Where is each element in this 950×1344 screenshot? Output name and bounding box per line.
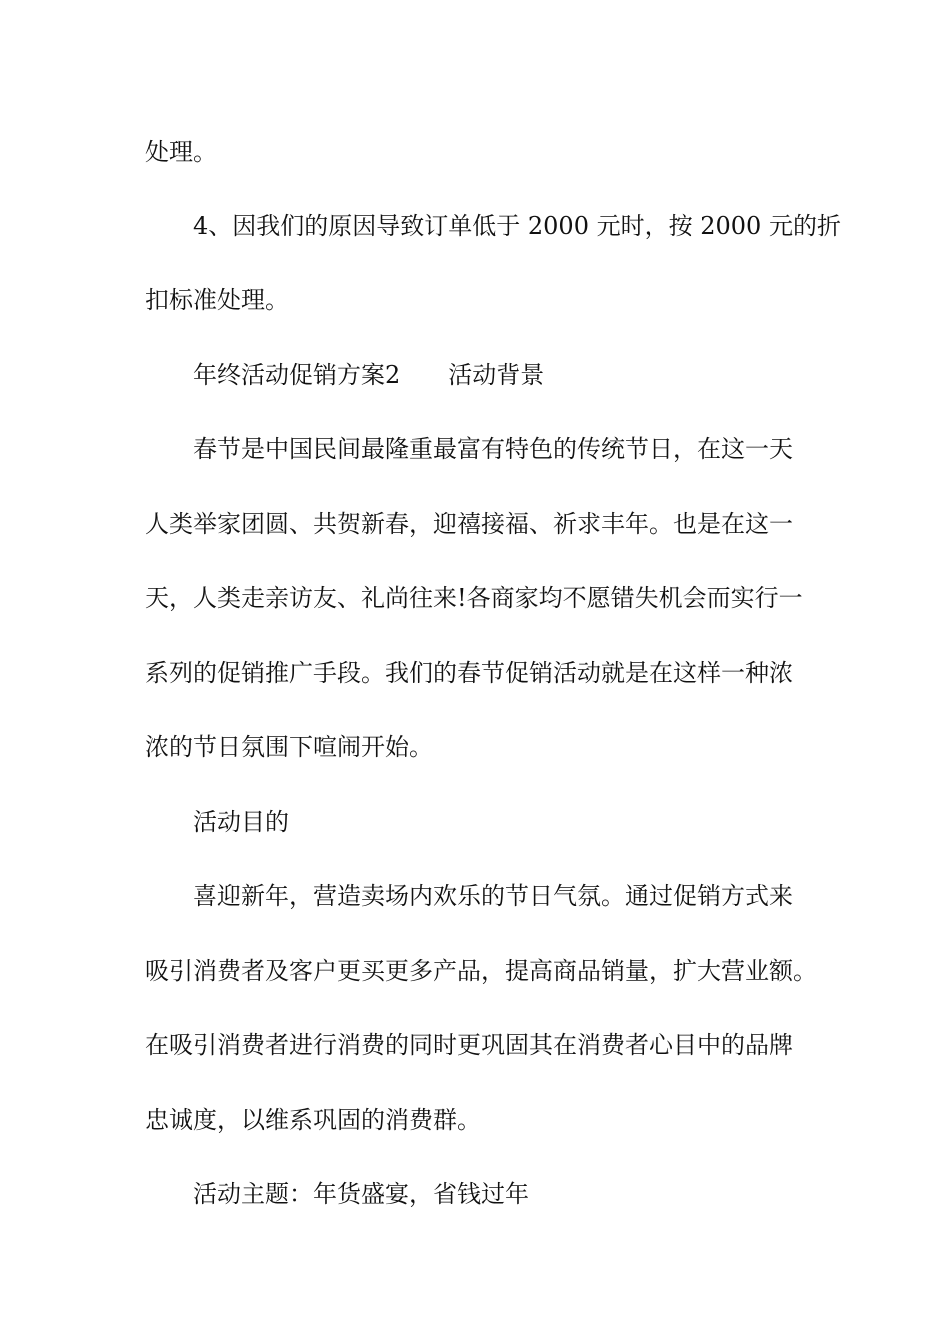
paragraph-line: 人类举家团圆、共贺新春，迎禧接福、祈求丰年。也是在这一: [145, 510, 793, 538]
section-heading: 活动主题：年货盛宴，省钱过年: [193, 1180, 529, 1208]
section-heading-line: [193, 360, 544, 390]
paragraph-line: 扣标准处理。: [145, 286, 289, 314]
paragraph-line: 在吸引消费者进行消费的同时更巩固其在消费者心目中的品牌: [145, 1031, 793, 1059]
paragraph-line: 忠诚度，以维系巩固的消费群。: [145, 1106, 481, 1134]
paragraph-line: 春节是中国民间最隆重最富有特色的传统节日，在这一天: [193, 435, 793, 463]
plan-title: 年终活动促销方案2: [193, 361, 401, 389]
paragraph-line: 处理。: [145, 138, 217, 166]
paragraph-line: 系列的促销推广手段。我们的春节促销活动就是在这样一种浓: [145, 659, 793, 687]
section-heading: 活动背景: [448, 361, 545, 389]
section-heading: 活动目的: [193, 808, 289, 836]
paragraph-line: 天，人类走亲访友、礼尚往来!各商家均不愿错失机会而实行一: [145, 584, 803, 612]
paragraph-line: 吸引消费者及客户更买更多产品，提高商品销量，扩大营业额。: [145, 957, 817, 985]
paragraph-line: 4、因我们的原因导致订单低于 2000 元时，按 2000 元的折: [193, 212, 841, 240]
paragraph-line: 喜迎新年，营造卖场内欢乐的节日气氛。通过促销方式来: [193, 882, 793, 910]
paragraph-line: 浓的节日氛围下喧闹开始。: [145, 733, 433, 761]
